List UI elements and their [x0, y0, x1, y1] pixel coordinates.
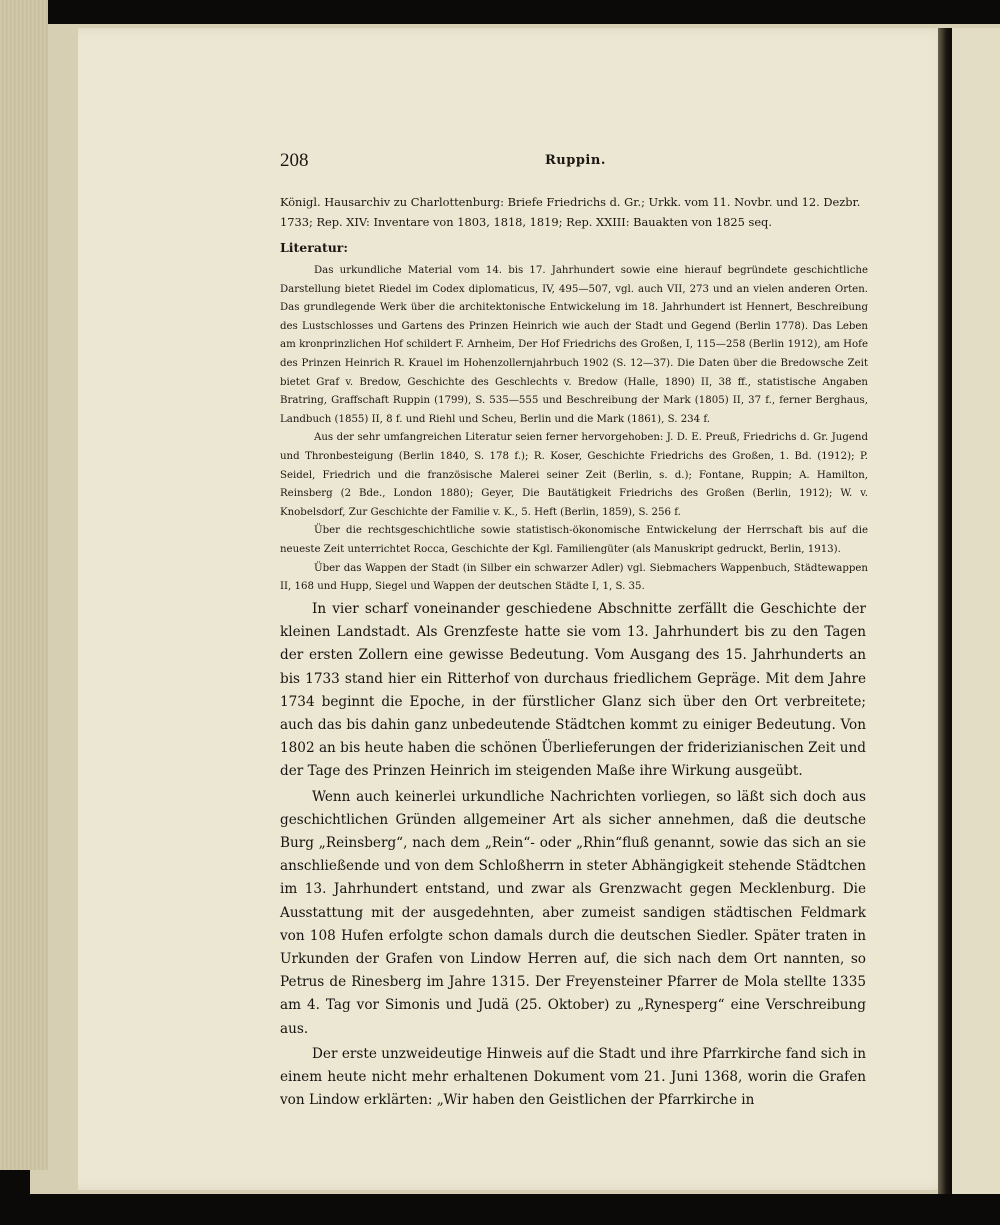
page-header — [280, 150, 865, 174]
literature-heading: Literatur: — [280, 240, 349, 255]
archival-sources — [280, 192, 868, 232]
literature-paragraph: Das urkundliche Material vom 14. bis 17. Jahrhundert sowie eine hierauf begründete geschichtliche Darstellung bietet Riedel im Codex diplomaticus, IV, 495—507, vgl. auch VII, 273 und an vielen anderen Orten. Das grundlegende Werk über die architektonische Entwickelung im 18. Jahrhundert ist Hennert, Beschreibung des Lustschlosses und Gartens des Prinzen Heinrich wie auch der Stadt und Gegend (Berlin 1778). Das Leben am kronprinzlichen Hof schildert F. Arnheim, Der Hof Friedrichs des Großen, I, 115—258 (Berlin 1912), am Hofe des Prinzen Heinrich R. Krauel im Hohenzollernjahrbuch 1902 (S. 12—37). Die Daten über die Bredowsche Zeit bietet Graf v. Bredow, Geschichte des Geschlechts v. Bredow (Halle, 1890) II, 38 ff., statistische Angaben Bratring, Graffschaft Ruppin (1799), S. 535—555 und Beschreibung der Mark (1805) II, 37 f., ferner Berghaus, Landbuch (1855) II, 8 f. und Riehl und Scheu, Berlin und die Mark (1861), S. 234 f. — [280, 265, 868, 425]
page-number: 208 — [280, 150, 309, 171]
book-gutter — [938, 28, 952, 1194]
literature-section — [280, 262, 868, 597]
literature-paragraph: Über die rechtsgeschichtliche sowie statistisch-ökonomische Entwickelung der Herrschaft bis auf die neueste Zeit unterrichtet Rocca, Geschichte der Kgl. Familiengüter (als Manuskript gedruckt, Berlin, 1913). — [280, 525, 868, 555]
body-paragraph: Wenn auch keinerlei urkundliche Nachrichten vorliegen, so läßt sich doch aus geschichtlichen Gründen allgemeiner Art als sicher annehmen, daß die deutsche Burg „Reinsberg“, nach dem „Rein“- oder „Rhin“fluß genannt, sowie das sich an sie anschließende und von dem Schloßherrn in steter Abhängigkeit stehende Städtchen im 13. Jahrhundert entstand, und zwar als Grenzwacht gegen Mecklenburg. Die Ausstattung mit der ausgedehnten, aber zumeist sandigen städtischen Feldmark von 108 Hufen erfolgte schon damals durch die deutschen Siedler. Später traten in Urkunden der Grafen von Lindow Herren auf, die sich nach dem Ort nannten, so Petrus de Rinesberg im Jahre 1315. Der Freyensteiner Pfarrer de Mola stellte 1335 am 4. Tag vor Simonis und Judä (25. Oktober) zu „Rynesperg“ eine Verschreibung aus. — [280, 788, 866, 1037]
main-text — [280, 598, 866, 1112]
sources-paragraph: Königl. Hausarchiv zu Charlottenburg: Briefe Friedrichs d. Gr.; Urkk. vom 11. Novbr. und 12. Dezbr. 1733; Rep. XIV: Inventare von 1803, 1818, 1819; Rep. XXIII: Bauakten von 1825 seq. — [280, 195, 861, 229]
body-paragraph: In vier scharf voneinander geschiedene Abschnitte zerfällt die Geschichte der kleinen Landstadt. Als Grenzfeste hatte sie vom 13. Jahrhundert bis zu den Tagen der ersten Zollern eine gewisse Bedeutung. Vom Ausgang des 15. Jahrhunderts an bis 1733 stand hier ein Ritterhof von durchaus friedlichem Gepräge. Mit dem Jahre 1734 beginnt die Epoche, in der fürstlicher Glanz sich über den Ort verbreitete; auch das bis dahin ganz unbedeutende Städtchen kommt zu einiger Bedeutung. Von 1802 an bis heute haben die schönen Überlieferungen der friderizianischen Zeit und der Tage des Prinzen Heinrich im steigenden Maße ihre Wirkung ausgeübt. — [280, 601, 866, 780]
literature-paragraph: Aus der sehr umfangreichen Literatur seien ferner hervorgehoben: J. D. E. Preuß, Friedrichs d. Gr. Jugend und Thronbesteigung (Berlin 1840, S. 178 f.); R. Koser, Geschichte Friedrichs des Großen, 1. Bd. (1912); P. Seidel, Friedrich und die französische Malerei seiner Zeit (Berlin, s. d.); Fontane, Ruppin; A. Hamilton, Reinsberg (2 Bde., London 1880); Geyer, Die Bautätigkeit Friedrichs des Großen (Berlin, 1912); W. v. Knobelsdorf, Zur Geschichte der Familie v. K., 5. Heft (Berlin, 1859), S. 256 f. — [280, 432, 868, 518]
literature-paragraph: Über das Wappen der Stadt (in Silber ein schwarzer Adler) vgl. Siebmachers Wappenbuch, Städtewappen II, 168 und Hupp, Siegel und Wappen der deutschen Städte I, 1, S. 35. — [280, 562, 868, 593]
running-head: Ruppin. — [545, 153, 606, 168]
body-paragraph: Der erste unzweideutige Hinweis auf die Stadt und ihre Pfarrkirche fand sich in einem heute nicht mehr erhaltenen Dokument vom 21. Juni 1368, worin die Grafen von Lindow erklärten: „Wir haben den Geistlichen der Pfarrkirche in — [280, 1045, 866, 1109]
facing-page-edge — [952, 28, 1000, 1194]
